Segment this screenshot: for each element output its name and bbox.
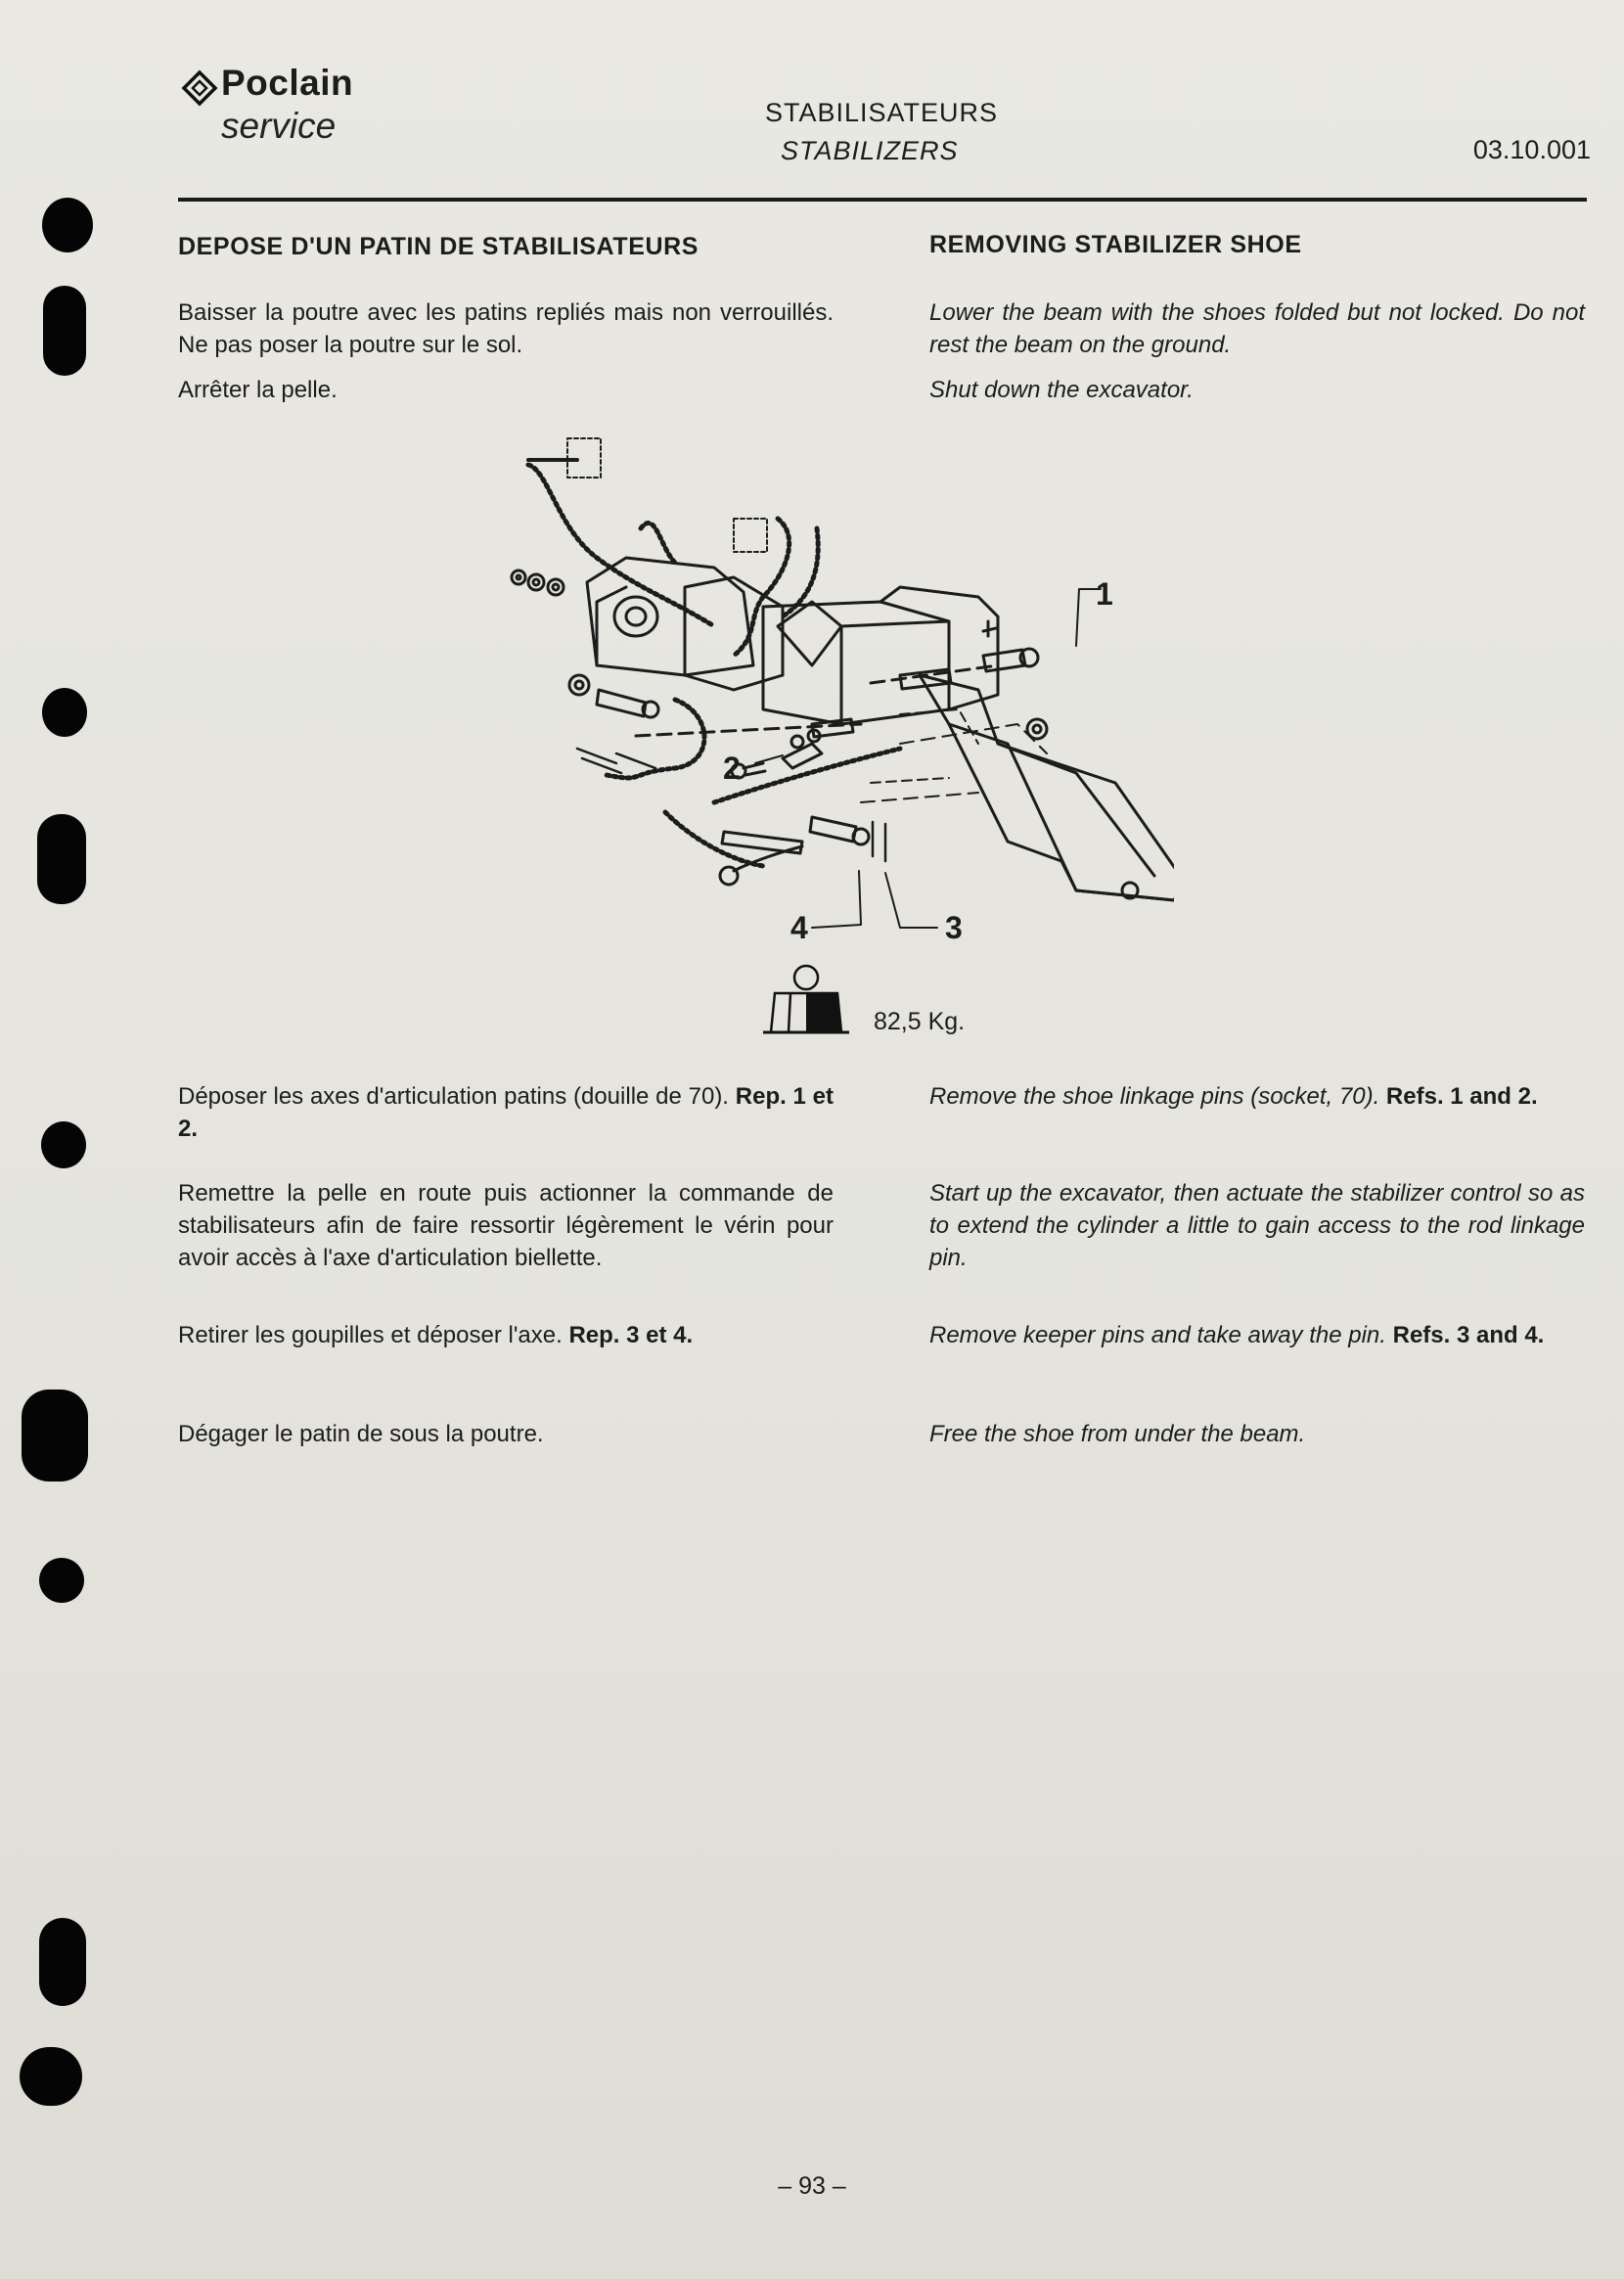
step-3-fr [178,1319,834,1351]
intro-fr-paragraph-2: Arrêter la pelle. [178,377,338,403]
intro-en-paragraph-1: Lower the beam with the shoes folded but not locked. Do not rest the beam on the ground. [929,299,1585,358]
binder-hole [39,1918,86,2006]
step-3-fr-refs: Rep. 3 et 4. [568,1322,694,1348]
stabilizer-shoe-exploded-diagram [489,431,1174,959]
binder-hole [43,286,86,376]
step-2-fr: Remettre la pelle en route puis actionner la commande de stabilisateurs afin de faire ressortir légèrement le vérin pour avoir accès à l'axe d'articulation biellette. [178,1180,834,1271]
binder-hole [39,1558,84,1603]
shoe-weight: 82,5 Kg. [874,1008,966,1035]
binder-hole [41,1121,86,1168]
weight-icon [759,964,853,1038]
step-1-fr-refs: Rep. 1 et 2. [178,1083,835,1142]
page-number: – 93 – [778,2172,846,2200]
page-title-fr: STABILISATEURS [765,98,999,127]
section-heading-fr: DEPOSE D'UN PATIN DE STABILISATEURS [178,233,699,260]
intro-fr [178,296,834,406]
binder-hole [42,198,93,252]
brand-service: service [221,106,337,146]
step-1-en-text: Remove the shoe linkage pins (socket, 70). [929,1083,1380,1110]
binder-hole [20,2047,82,2106]
document-reference: 03.10.001 [1472,135,1591,164]
binder-hole [22,1390,88,1481]
poclain-diamond-icon [180,68,219,108]
step-1-en [929,1080,1585,1113]
intro-fr-paragraph-1: Baisser la poutre avec les patins repliés mais non verrouillés. Ne pas poser la poutre sur le sol. [178,299,834,358]
step-3-en [929,1319,1585,1351]
step-3-en-text: Remove keeper pins and take away the pin. [929,1322,1386,1348]
callout-4: 4 [790,910,808,945]
step-3-fr-text: Retirer les goupilles et déposer l'axe. [178,1322,563,1348]
step-2-en: Start up the excavator, then actuate the stabilizer control so as to extend the cylinder a little to gain access to the rod linkage pin. [929,1180,1585,1271]
step-1-fr [178,1080,834,1145]
page-title-en: STABILIZERS [781,136,959,165]
section-heading-en: REMOVING STABILIZER SHOE [929,231,1302,258]
header-divider [178,198,1587,202]
brand-name: Poclain [221,63,354,103]
step-1-fr-text: Déposer les axes d'articulation patins (douille de 70). [178,1083,729,1110]
callout-3: 3 [945,910,963,945]
binder-hole [37,814,86,904]
step-3-en-refs: Refs. 3 and 4. [1392,1322,1545,1348]
step-4-en: Free the shoe from under the beam. [929,1421,1306,1447]
binder-hole [42,688,87,737]
step-1-en-refs: Refs. 1 and 2. [1385,1083,1538,1110]
step-4-fr: Dégager le patin de sous la poutre. [178,1421,544,1447]
intro-en [929,296,1585,406]
callout-2: 2 [723,751,741,786]
intro-en-paragraph-2: Shut down the excavator. [929,377,1194,403]
callout-1: 1 [1096,576,1113,612]
